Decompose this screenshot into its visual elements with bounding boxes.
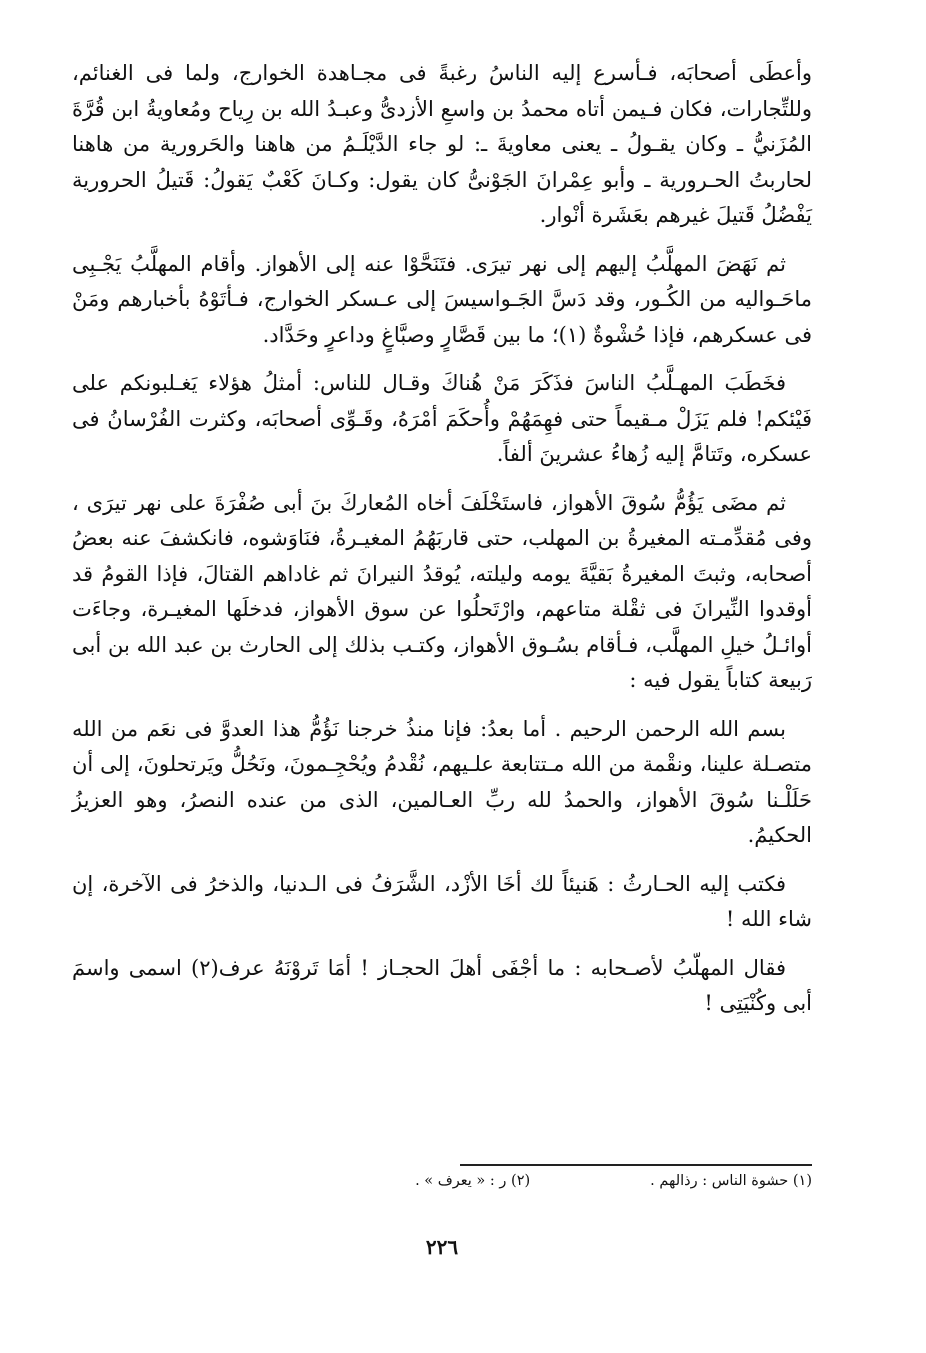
footnote-divider bbox=[460, 1164, 812, 1166]
footnote-1: (١) حشوة الناس : رذالهم . bbox=[650, 1173, 812, 1189]
page-number: ٢٢٦ bbox=[425, 1235, 459, 1259]
paragraph: وأعطَى أصحابَه، فـأسرع إليه الناسُ رغبةً فى مجـاهدة الخوارج، ولما فى الغنائم، وللتِّجارات، فكان فـيمن أتاه محمدُ بن واسعِ الأزدىُّ وعبـدُ الله بن رِياح ومُعاويةُ ابن قُرَّةَ المُزَنيُّ ـ وكان يقـولُ ـ يعنى معاويةَ ـ: لو جاء الدَّيْلَـمُ من هاهنا والحَرورية من هاهنا لحاربتُ الحـرورية ـ وأبو عِمْرانَ الجَوْنىُّ كان يقول: وكـانَ كَعْبٌ يَقولُ: قَتيلُ الحرورية يَفْضُلُ قَتيلَ غيرهم بعَشَرة أنْوار. bbox=[72, 61, 812, 227]
paragraph: ثم نَهَضَ المهلَّبُ إليهم إلى نهر تيرَى. فتَنَحَّوْا عنه إلى الأهواز. وأقام المهلَّبُ يَجْـبِى ماحَـواليه من الكُـور، وقد دَسَّ الجَـواسيسَ إلى عـسكر الخوارج، فـأتَوْهُ بأخبارهم ومَنْ فى عسكرهم، فإذا حُشْوةٌ (١)؛ ما بين قَصَّارٍ وصبَّاغٍ وداعرٍ وحَدَّاد. bbox=[72, 251, 812, 347]
paragraph: فقال المهلّبُ لأصـحابه : ما أجْفَى أهلَ الحجـاز ! أمَا تَروْنَهُ عرف(٢) اسمى واسمَ أبى وكُنْيَتِى ! bbox=[72, 955, 812, 1015]
footnote-2: (٢) ر : « يعرف » . bbox=[415, 1173, 531, 1189]
paragraph: فكتب إليه الحـارثُ : هَنيئاً لك أخَا الأزْد، الشَّرَفُ فى الـدنيا، والذخرُ فى الآخرة، إن شاء الله ! bbox=[72, 871, 812, 931]
page-body bbox=[72, 56, 812, 1259]
paragraph: بسم الله الرحمن الرحيم . أما بعدُ: فإنا منذُ خرجنا نَؤُمُّ هذا العدوَّ فى نعَم من الله متصـلة علينا، ونقْمة من الله مـتتابعة علـيهم، نُقْدمُ ويُحْجِـمونَ، ونَحُلُّ ويَرتحلونَ، إلى أن حَلَلْـنا سُوقَ الأهواز، والحمدُ لله ربِّ العـالمين، الذى من عنده النصرُ، وهو العزيزُ الحكيمُ. bbox=[72, 716, 812, 847]
paragraph: فخَطَبَ المهـلَّبُ الناسَ فذَكَرَ مَنْ هُناكَ وقـال للناس: أمثلُ هؤلاء يَغـلبونكم على فَيْئكم! فلم يَزَلْ مـقيماً حتى فهِمَهُمْ وأُحكَمَ أمْرَهُ، وقَـوِّى أصحابَه، وكثرت الفُرْسانُ فى عسكره، وتَتامَّ إليه زُهاءُ عشرينَ ألفاً. bbox=[72, 371, 812, 466]
footnotes bbox=[212, 1173, 812, 1199]
paragraph: ثم مضَى يَؤُمُّ سُوقَ الأهواز، فاستَخْلَفَ أخاه المُعاركَ بنَ أبى صُفْرَةَ على نهر تيرَى ، وفى مُقدِّمـته المغيرةُ بن المهلب، حتى قاربَهُمُ المغيـرةُ، فنَاوَشوه، فانكشفَ عنه بعضُ أصحابه، وثبتَ المغيرةُ بَقيَّةَ يومه وليلته، يُوقدُ النيرانَ ثم غاداهم القتالَ، فإذا القومُ قد أوقدوا النِّيرانَ فى ثقْلة متاعهم، وارْتَحلُوا عن سوق الأهواز، فدخلَها المغيـرة، وجاءَت أوائـلُ خيلِ المهلَّب، فـأقام بسُـوق الأهواز، وكتـب بذلك إلى الحارث بن عبد الله بن أبى رَبيعة كتاباً يقول فيه : bbox=[72, 490, 812, 692]
